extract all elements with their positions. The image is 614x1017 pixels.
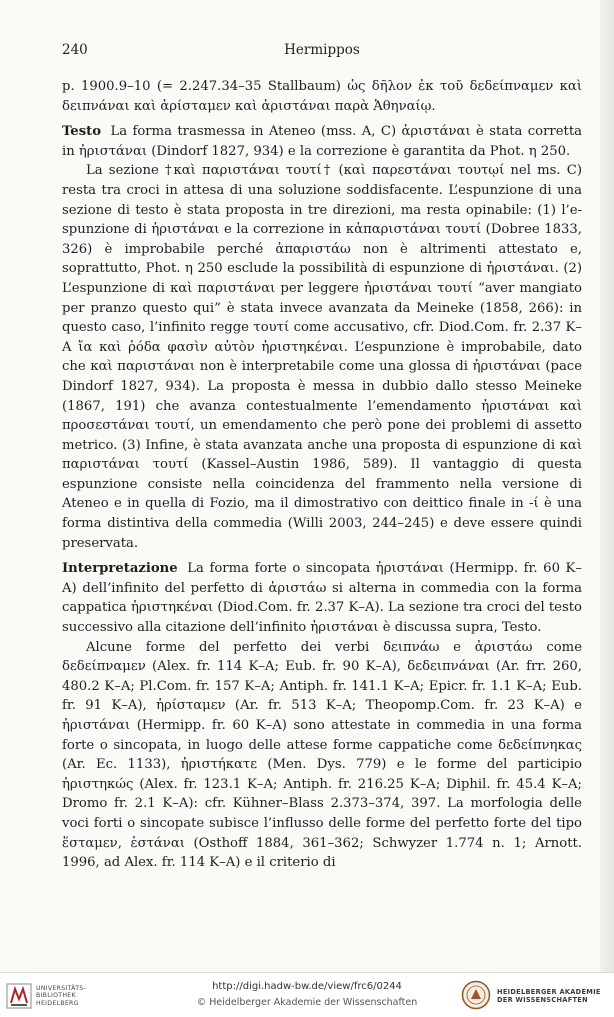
page-number: 240: [62, 42, 88, 58]
paragraph-interpretazione: [62, 559, 582, 637]
paragraph-testo: [62, 122, 582, 161]
library-logo-text: UNIVERSITÄTS- BIBLIOTHEK HEIDELBERG: [36, 985, 87, 1007]
academy-seal-icon: [461, 980, 491, 1010]
commentary-text: [62, 77, 582, 873]
section-heading-interpretazione: Interpretazione: [62, 561, 178, 577]
paragraph-text: La forma forte o sincopata ἠριστάναι (Hermipp. fr. 60 K–A) dell’infinito del perfetto di ἀριστάω si alterna in commedia con la forma cappatica ἠριστηκέναι (Diod.Com. fr. 2.37 K–A). La sezione tra croci del testo successivo alla citazione dell’infinito ἠριστάναι è discussa supra, Testo.: [62, 561, 582, 636]
copyright-notice: © Heidelberger Akademie der Wissenschaften: [196, 997, 418, 1008]
paragraph-text: La sezione †καὶ παριστάναι τουτί† (καὶ παρεστάναι τουτῳί nel ms. C) resta tra croci in attesa di una soluzione soddisfacente. L’espunzione di una sezione di testo è stata proposta in tre direzioni, ma resta opinabile: (1) l’espunzione di ἠριστάναι e la correzione in κἀπαριστάναι τουτί (Dobree 1833, 326) è improbabile perché ἀπαριστάω non è altrimenti attestato e, soprattutto, Phot. η 250 esclude la possibilità di espunzione di ἠριστάναι. (2) L’espunzione di καὶ παριστάναι per leggere ἠριστάναι τουτί “aver mangiato per pranzo questo qui” è stata invece avanzata da Meineke (1858, 266): in questo caso, l’infinito regge τουτί come accusativo, cfr. Diod.Com. fr. 2.37 K–A ἴα καὶ ῥόδα φασὶν αὐτὸν ἠριστηκέναι. L’espunzione è improbabile, dato che καὶ παριστάναι non è interpretabile come una glossa di ἠριστάναι (pace Dindorf 1827, 934). La proposta è messa in dubbio dallo stesso Meineke (1867, 191) che avanza contestualmente l’emendamento ἠριστάναι καὶ προσεστάναι τουτί, un emendamento che però pone dei problemi di assetto metrico. (3) Infine, è stata avanzata anche una proposta di espunzione di καὶ παριστάναι τουτί (Kassel–Austin 1986, 589). Il vantaggio di questa espunzione consiste nella coincidenza del frammento nella versione di Ateneo e in quella di Fozio, ma il dimostrativo con deittico finale in -ί è una forma distintiva della commedia (Willi 2003, 244–245) e deve essere quindi preservata.: [62, 163, 582, 551]
paragraph-sezione: [62, 161, 582, 553]
paragraph-citation: [62, 77, 582, 116]
viewer-footer: [0, 972, 614, 1017]
page-url-link[interactable]: http://digi.hadw-bw.de/view/frc6/0244: [212, 981, 402, 992]
section-heading-testo: Testo: [62, 124, 102, 140]
paragraph-text: p. 1900.9–10 (= 2.247.34–35 Stallbaum) ὡς δῆλον ἐκ τοῦ δεδείπναμεν καὶ δειπνάναι καὶ ἀρίσταμεν καὶ ἀριστάναι παρὰ Ἀθηναίῳ.: [62, 79, 582, 114]
academy-logo[interactable]: [461, 980, 606, 1012]
facing-page-edge: [600, 0, 614, 972]
running-head: Hermippos: [284, 42, 360, 58]
academy-logo-text: HEIDELBERGER AKADEMIE DER WISSENSCHAFTEN: [497, 988, 601, 1004]
page-header: [62, 42, 582, 58]
paragraph-text: La forma trasmessa in Ateneo (mss. A, C) ἀριστάναι è stata corretta in ἠριστάναι (Dindorf 1827, 934) e la correzione è garantita da Phot. η 250.: [62, 124, 582, 159]
paragraph-text: Alcune forme del perfetto dei verbi δειπνάω e ἀριστάω come δεδείπναμεν (Alex. fr. 114 K–A; Eub. fr. 90 K–A), δεδειπνάναι (Ar. frr. 260, 480.2 K–A; Pl.Com. fr. 157 K–A; Antiph. fr. 141.1 K–A; Epicr. fr. 1.1 K–A; Eub. fr. 91 K–A), ἠρίσταμεν (Ar. fr. 513 K–A; Theopomp.Com. fr. 23 K–A) e ἠριστάναι (Hermipp. fr. 60 K–A) sono attestate in commedia in una forma forte o sincopata, in luogo delle attese forme cappatiche come δεδείπνηκας (Ar. Ec. 1133), ἠριστήκατε (Men. Dys. 779) e le forme del participio ἠριστηκώς (Alex. fr. 123.1 K–A; Antiph. fr. 216.25 K–A; Diphil. fr. 45.4 K–A; Dromo fr. 2.1 K–A): cfr. Kühner–Blass 2.373–374, 397. La morfologia delle voci forti o sincopate subisce l’influsso delle forme del perfetto forte del tipo ἕσταμεν, ἑστάναι (Osthoff 1884, 361–362; Schwyzer 1.774 n. 1; Arnott. 1996, ad Alex. fr. 114 K–A) e il criterio di: [62, 639, 582, 871]
paragraph-forme-perfetto: [62, 638, 582, 873]
